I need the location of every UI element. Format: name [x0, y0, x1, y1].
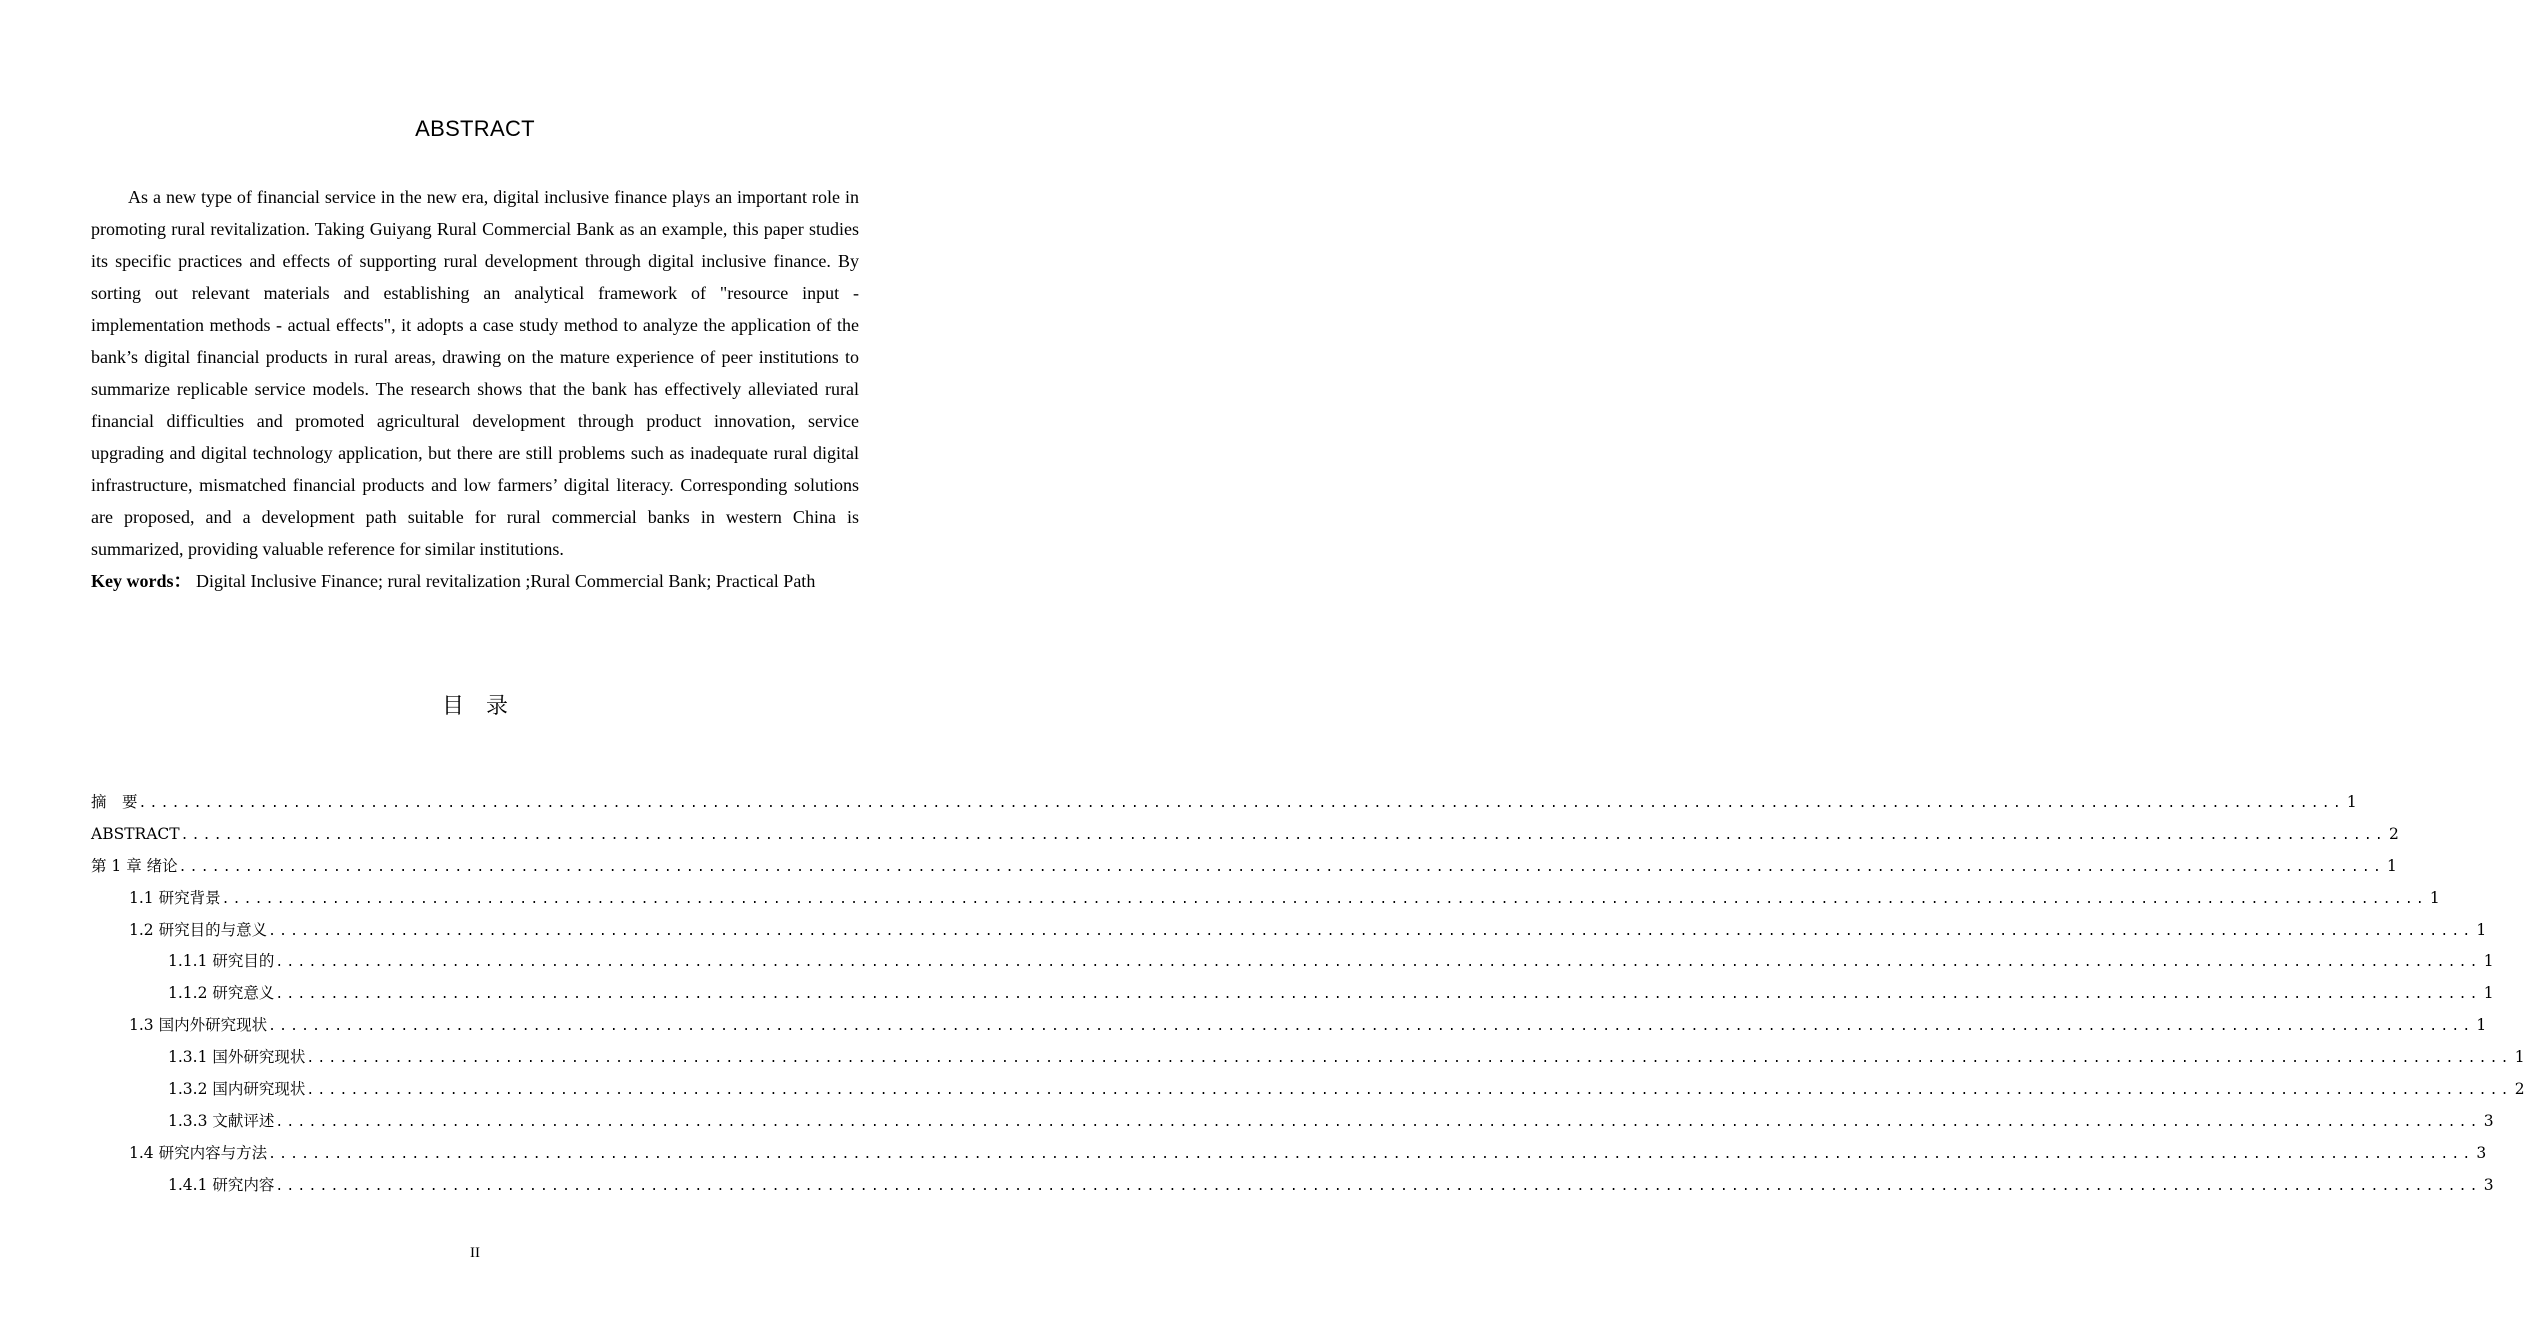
toc-entry-page: 3	[2483, 1111, 2494, 1130]
toc-leader-dots: ........................................................................................................................................................................................................	[275, 955, 2481, 971]
toc-leader-dots: ........................................................................................................................................................................................................	[221, 891, 2427, 907]
toc-entry[interactable]	[91, 946, 2494, 978]
toc-entry-label: 摘 要	[91, 793, 138, 811]
toc-leader-dots: ........................................................................................................................................................................................................	[306, 1051, 2512, 1067]
toc-entry-page: 1	[2476, 1016, 2487, 1035]
toc-entry-page: 2	[2388, 824, 2399, 843]
toc-leader-dots: ........................................................................................................................................................................................................	[306, 1083, 2512, 1099]
toc-entry[interactable]	[91, 1106, 2494, 1138]
toc-entry[interactable]	[91, 819, 2399, 851]
toc-entry[interactable]	[91, 851, 2397, 883]
toc-entry-page: 1	[2483, 984, 2494, 1003]
keywords-label: Key words：	[91, 571, 192, 591]
toc-entry-label: ABSTRACT	[91, 824, 180, 843]
toc-leader-dots: ........................................................................................................................................................................................................	[178, 859, 2384, 875]
toc-entry-page: 1	[2387, 856, 2397, 875]
toc-entry-page: 1	[2514, 1048, 2525, 1067]
toc-entry-label: 1.3.3 文献评述	[168, 1111, 275, 1130]
toc-entry[interactable]	[91, 1170, 2494, 1202]
abstract-section	[91, 181, 859, 597]
toc-entry[interactable]	[91, 1010, 2487, 1042]
toc-leader-dots: ........................................................................................................................................................................................................	[275, 1114, 2481, 1130]
toc-entry-page: 3	[2483, 1175, 2494, 1194]
toc-leader-dots: ........................................................................................................................................................................................................	[268, 1146, 2474, 1162]
toc-entry-label: 1.1 研究背景	[129, 888, 221, 907]
toc-entry-label: 1.4 研究内容与方法	[129, 1143, 268, 1162]
page-number: II	[470, 1245, 480, 1261]
toc-leader-dots: ........................................................................................................................................................................................................	[268, 1019, 2474, 1035]
toc-entry-label: 1.2 研究目的与意义	[129, 920, 268, 939]
toc-title: 目录	[441, 694, 530, 719]
abstract-paragraph: As a new type of financial service in the new era, digital inclusive finance plays an important role in promoting rural revitalization. Taking Guiyang Rural Commercial Bank as an example, this paper studies its specific practices and effects of supporting rural development through digital inclusive finance. By sorting out relevant materials and establishing an analytical framework of "resource input - implementation methods - actual effects", it adopts a case study method to analyze the application of the bank’s digital financial products in rural areas, drawing on the mature experience of peer institutions to summarize replicable service models. The research shows that the bank has effectively alleviated rural financial difficulties and promoted agricultural development through product innovation, service upgrading and digital technology application, but there are still problems such as inadequate rural digital infrastructure, mismatched financial products and low farmers’ digital literacy. Corresponding solutions are proposed, and a development path suitable for rural commercial banks in western China is summarized, providing valuable reference for similar institutions.	[91, 187, 859, 559]
toc-entry-label: 第 1 章 绪论	[91, 856, 178, 875]
toc-leader-dots: ........................................................................................................................................................................................................	[275, 987, 2481, 1003]
toc-leader-dots: ........................................................................................................................................................................................................	[180, 827, 2386, 843]
table-of-contents	[91, 787, 2525, 1202]
toc-entry-page: 1	[2429, 888, 2440, 907]
toc-entry-page: 1	[2476, 920, 2487, 939]
toc-entry[interactable]	[91, 1042, 2525, 1074]
toc-leader-dots: ........................................................................................................................................................................................................	[138, 796, 2344, 811]
toc-entry-page: 1	[2483, 952, 2494, 971]
toc-entry[interactable]	[91, 1138, 2487, 1170]
toc-entry-page: 2	[2514, 1080, 2525, 1099]
toc-entry[interactable]	[91, 978, 2494, 1010]
keywords-text: Digital Inclusive Finance; rural revitalization ;Rural Commercial Bank; Practical Path	[196, 571, 816, 591]
toc-entry[interactable]	[91, 1074, 2525, 1106]
toc-entry-label: 1.1.2 研究意义	[168, 984, 275, 1003]
toc-entry[interactable]	[91, 787, 2357, 819]
toc-entry-label: 1.4.1 研究内容	[168, 1175, 275, 1194]
toc-entry-label: 1.3.1 国外研究现状	[168, 1048, 306, 1067]
toc-entry-label: 1.3.2 国内研究现状	[168, 1080, 306, 1099]
toc-entry-label: 1.3 国内外研究现状	[129, 1016, 268, 1035]
abstract-title: ABSTRACT	[415, 116, 535, 141]
toc-entry[interactable]	[91, 883, 2440, 915]
toc-leader-dots: ........................................................................................................................................................................................................	[268, 923, 2474, 939]
toc-entry-page: 1	[2346, 793, 2357, 811]
toc-entry[interactable]	[91, 915, 2487, 947]
toc-leader-dots: ........................................................................................................................................................................................................	[275, 1178, 2481, 1194]
keywords-line	[91, 565, 859, 597]
toc-entry-page: 3	[2476, 1143, 2487, 1162]
toc-entry-label: 1.1.1 研究目的	[168, 952, 275, 971]
